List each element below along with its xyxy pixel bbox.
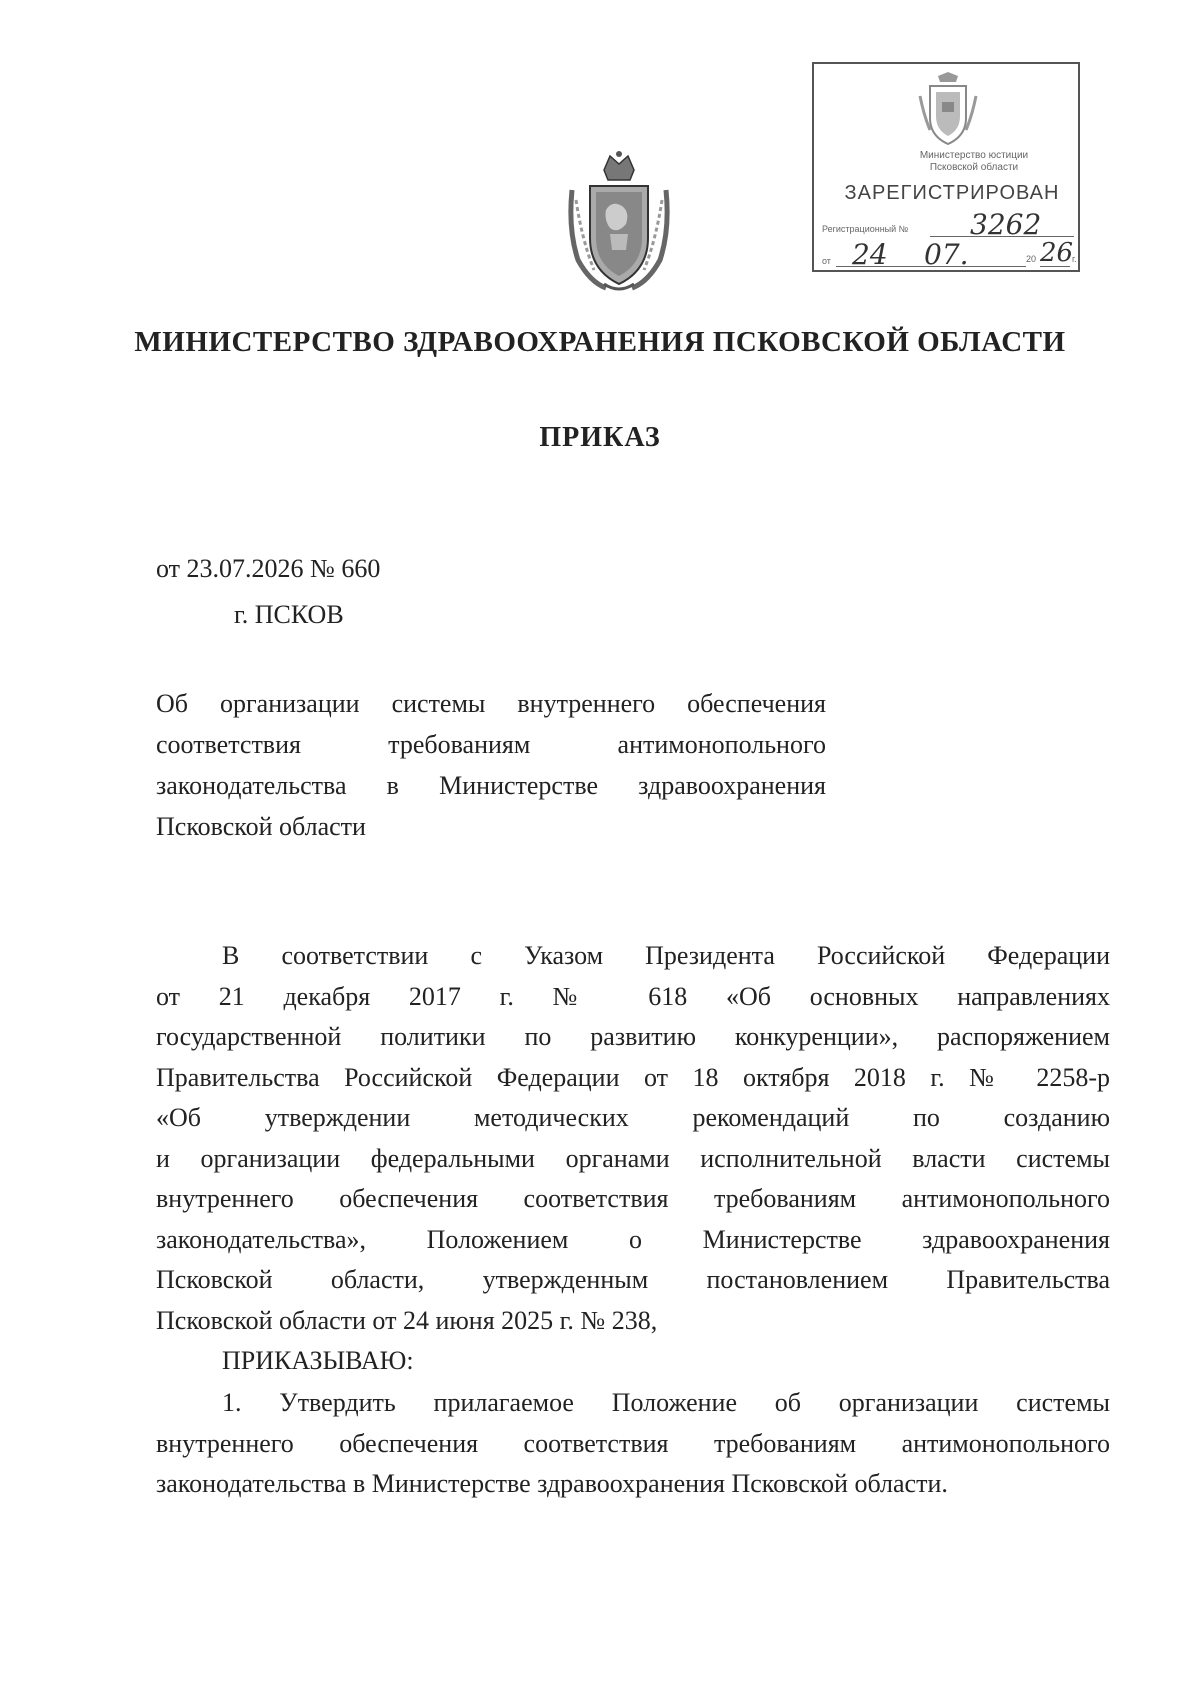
stamp-org-line-1: Министерство юстиции: [919, 150, 1029, 161]
preamble-line: «Об утверждении методических рекомендаций по созданию: [156, 1103, 1110, 1132]
stamp-coat-of-arms-icon: [916, 72, 980, 150]
preamble-line: государственной политики по развитию конкуренции», распоряжением: [156, 1022, 1110, 1051]
stamp-year-prefix: 20: [1026, 254, 1037, 264]
stamp-date-day: 24: [852, 238, 888, 271]
stamp-organization: [874, 150, 1074, 174]
preamble-line: Псковской области, утвержденным постановлением Правительства: [156, 1265, 1110, 1294]
preamble-paragraph: [156, 936, 1110, 1341]
subject-line: законодательства в Министерстве здравоохранения: [156, 771, 826, 800]
preamble-line: Правительства Российской Федерации от 18 октября 2018 г. № 2258-р: [156, 1062, 1110, 1092]
preamble-line: внутреннего обеспечения соответствия требованиям антимонопольного: [156, 1184, 1110, 1213]
city: г. ПСКОВ: [234, 600, 344, 629]
order-word: ПРИКАЗЫВАЮ:: [222, 1346, 414, 1375]
subject-line: соответствия требованиям антимонопольного: [156, 730, 826, 759]
stamp-reg-number: 3262: [970, 208, 1042, 241]
coat-of-arms-icon: [566, 150, 672, 294]
stamp-reg-number-row: [822, 208, 1078, 241]
preamble-line: Псковской области от 24 июня 2025 г. № 238,: [156, 1305, 658, 1335]
stamp-registered-label: ЗАРЕГИСТРИРОВАН: [844, 182, 1060, 204]
preamble-line: В соответствии с Указом Президента Российской Федерации: [222, 941, 1110, 970]
order-item-1: [156, 1383, 1110, 1505]
item-line: внутреннего обеспечения соответствия требованиям антимонопольного: [156, 1428, 1110, 1458]
stamp-date-row: [822, 238, 1078, 271]
order-subject: [156, 683, 826, 847]
stamp-year-value: 26: [1040, 238, 1074, 268]
order-body: [156, 936, 1110, 1505]
stamp-reg-number-label: Регистрационный №: [822, 224, 909, 234]
registration-stamp: [812, 62, 1080, 272]
stamp-date-month: 07.: [924, 238, 969, 271]
preamble-line: законодательства», Положением о Министерстве здравоохранения: [156, 1224, 1110, 1254]
stamp-year-suffix: г.: [1072, 254, 1077, 264]
item-line: законодательства в Министерстве здравоохранения Псковской области.: [156, 1469, 948, 1498]
stamp-date-label: от: [822, 256, 831, 266]
stamp-org-line-2: Псковской области: [929, 162, 1019, 173]
preamble-line: и организации федеральными органами исполнительной власти системы: [156, 1143, 1110, 1173]
ministry-title: МИНИСТЕРСТВО ЗДРАВООХРАНЕНИЯ ПСКОВСКОЙ ОБЛАСТИ: [134, 326, 1066, 358]
document-type: ПРИКАЗ: [539, 422, 661, 453]
preamble-line: от 21 декабря 2017 г. № 618 «Об основных направлениях: [156, 981, 1110, 1011]
subject-line: Об организации системы внутреннего обеспечения: [156, 689, 826, 718]
order-reference: от 23.07.2026 № 660: [156, 554, 381, 583]
subject-line: Псковской области: [156, 812, 366, 841]
item-line: 1. Утвердить прилагаемое Положение об организации системы: [222, 1388, 1110, 1417]
